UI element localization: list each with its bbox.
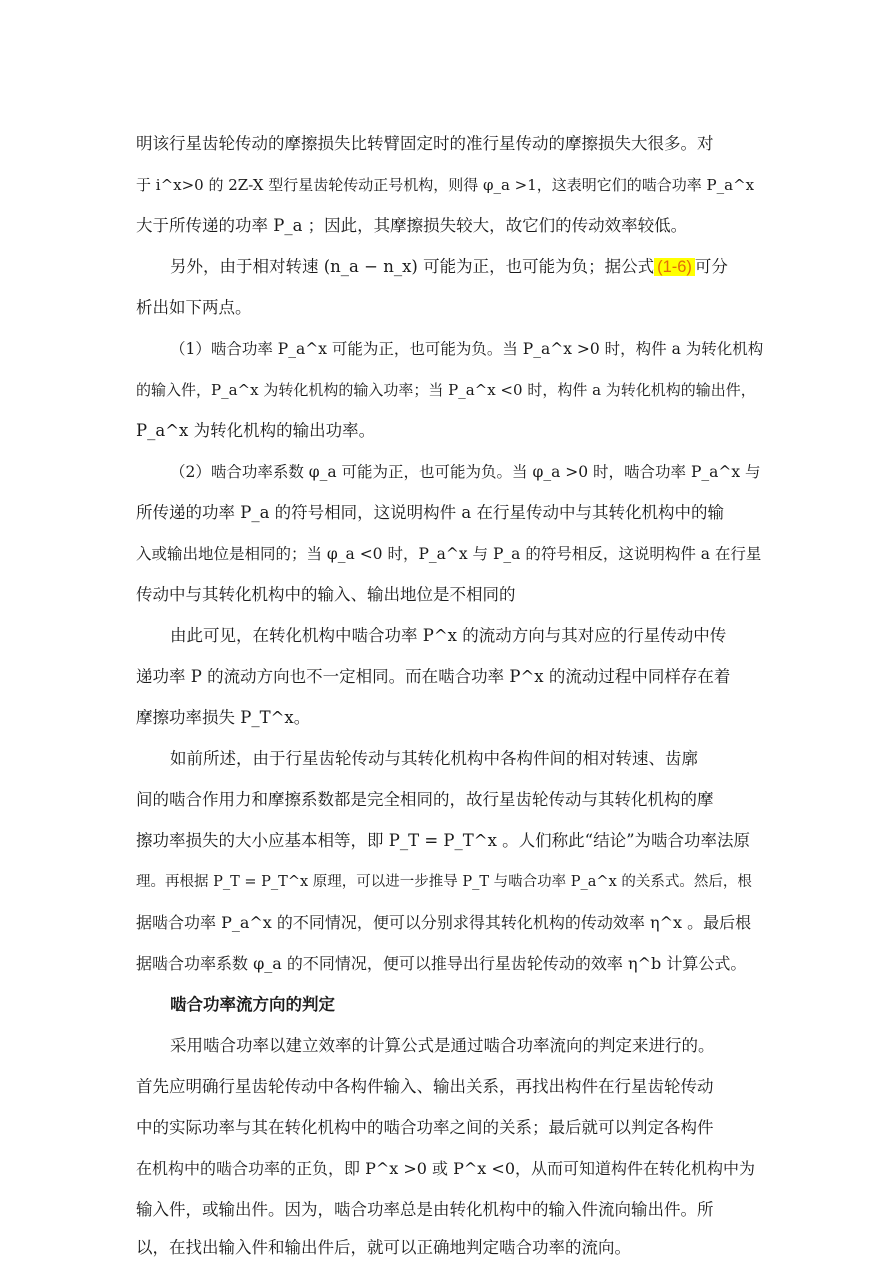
text-line: 由此可见，在转化机构中啮合功率 P^x 的流动方向与其对应的行星传动中传 xyxy=(170,626,727,645)
text-line xyxy=(170,250,764,284)
text-line: 输入件，或输出件。因为，啮合功率总是由转化机构中的输入件流向输出件。所 xyxy=(136,1200,714,1219)
text-line: 擦功率损失的大小应基本相等，即 P_T = P_T^x 。人们称此“结论”为啮合功率法原 xyxy=(136,831,751,850)
text-run: 另外，由于相对转速 (n_a − n_x) 可能为正，也可能为负；据公式 xyxy=(170,257,655,276)
text-line: 的输入件，P_a^x 为转化机构的输入功率；当 P_a^x <0 时，构件 a 为转化机构的输出件， xyxy=(136,381,756,399)
text-line: 首先应明确行星齿轮传动中各构件输入、输出关系，再找出构件在行星齿轮传动 xyxy=(136,1077,714,1096)
section-heading: 啮合功率流方向的判定 xyxy=(170,995,335,1014)
text-line: 中的实际功率与其在转化机构中的啮合功率之间的关系；最后就可以判定各构件 xyxy=(136,1118,714,1137)
text-line: 递功率 P 的流动方向也不一定相同。而在啮合功率 P^x 的流动过程中同样存在着 xyxy=(136,667,731,686)
text-line: （2）啮合功率系数 φ_a 可能为正，也可能为负。当 φ_a >0 时，啮合功率 P_a^x 与 xyxy=(170,463,761,481)
text-run: 可分 xyxy=(694,257,728,276)
text-line: 大于所传递的功率 P_a ；因此，其摩擦损失较大，故它们的传动效率较低。 xyxy=(136,216,688,235)
text-line: 据啮合功率 P_a^x 的不同情况，便可以分别求得其转化机构的传动效率 η^x 。最后根 xyxy=(136,913,752,932)
text-line: 析出如下两点。 xyxy=(136,298,252,317)
formula-reference-link[interactable]: (1-6) xyxy=(654,258,695,276)
text-line: 传动中与其转化机构中的输入、输出地位是不相同的 xyxy=(136,585,516,604)
text-line: P_a^x 为转化机构的输出功率。 xyxy=(136,421,376,440)
text-line: 据啮合功率系数 φ_a 的不同情况，便可以推导出行星齿轮传动的效率 η^b 计算公式。 xyxy=(136,954,747,973)
text-line: 所传递的功率 P_a 的符号相同，这说明构件 a 在行星传动中与其转化机构中的输 xyxy=(136,503,725,522)
text-line: 如前所述，由于行星齿轮传动与其转化机构中各构件间的相对转速、齿廓 xyxy=(170,749,698,768)
text-line: 于 i^x>0 的 2Z-X 型行星齿轮传动正号机构，则得 φ_a >1，这表明它们的啮合功率 P_a^x xyxy=(136,176,755,194)
text-line: 在机构中的啮合功率的正负，即 P^x >0 或 P^x <0，从而可知道构件在转化机构中为 xyxy=(136,1159,755,1178)
text-line: 以，在找出输入件和输出件后，就可以正确地判定啮合功率的流向。 xyxy=(136,1238,631,1257)
text-line: 间的啮合作用力和摩擦系数都是完全相同的，故行星齿轮传动与其转化机构的摩 xyxy=(136,790,714,809)
text-line: （1）啮合功率 P_a^x 可能为正，也可能为负。当 P_a^x >0 时，构件 a 为转化机构 xyxy=(170,340,764,358)
text-line: 入或输出地位是相同的；当 φ_a <0 时，P_a^x 与 P_a 的符号相反，这说明构件 a 在行星 xyxy=(136,545,762,563)
text-line: 摩擦功率损失 P_T^x。 xyxy=(136,708,311,727)
text-line: 采用啮合功率以建立效率的计算公式是通过啮合功率流向的判定来进行的。 xyxy=(170,1036,715,1055)
text-line: 明该行星齿轮传动的摩擦损失比转臂固定时的准行星传动的摩擦损失大很多。对 xyxy=(136,134,714,153)
text-line: 理。再根据 P_T = P_T^x 原理，可以进一步推导 P_T 与啮合功率 P_a^x 的关系式。然后，根 xyxy=(136,874,752,890)
